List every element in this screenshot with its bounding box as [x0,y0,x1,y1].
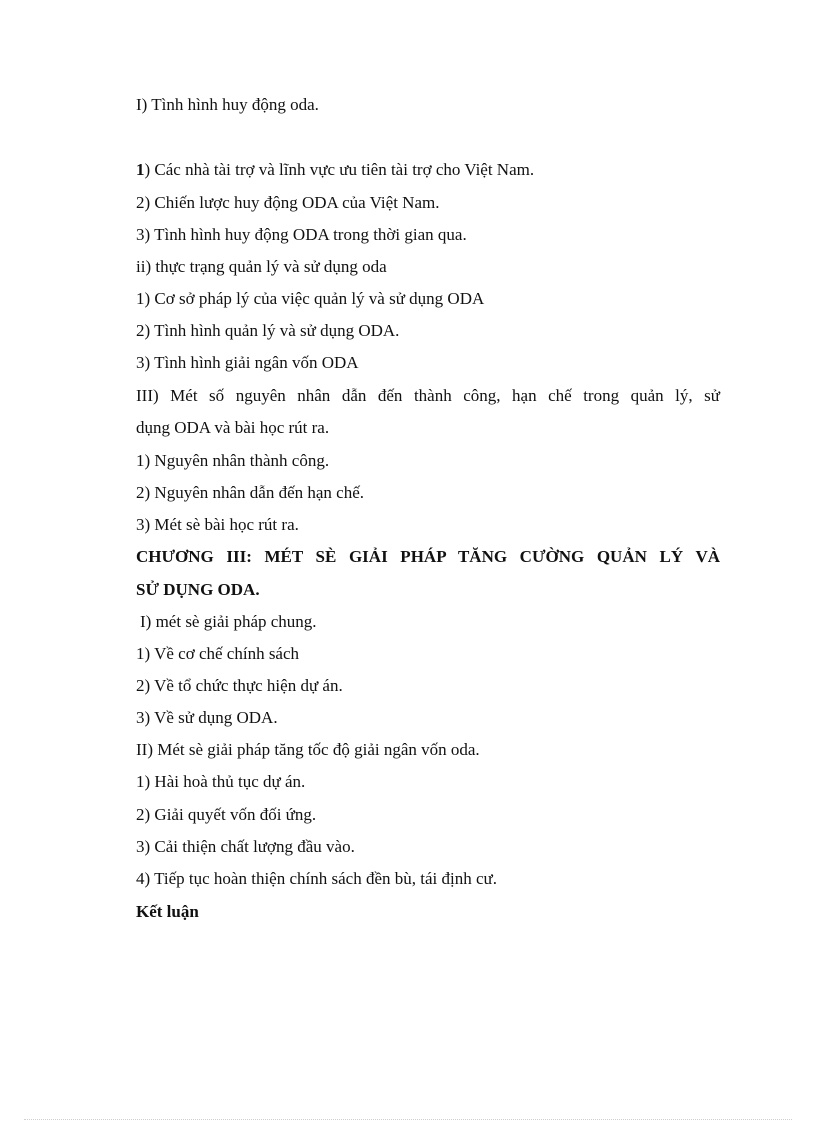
section-heading: III) Mét số nguyên nhân dẫn đến thành công, hạn chế trong quản lý, sử [136,386,720,405]
toc-item: 3) Mét sè bài học rút ra. [136,515,299,534]
toc-item: 2) Giải quyết vốn đối ứng. [136,805,317,824]
toc-item: 1) Hài hoà thủ tục dự án. [136,772,306,791]
toc-item: 2) Về tổ chức thực hiện dự án. [136,676,343,695]
toc-item: 1) Nguyên nhân thành công. [136,451,330,470]
toc-item: 2) Chiến lược huy động ODA của Việt Nam. [136,193,440,212]
chapter-title: CHƯƠNG III: MÉT SÈ GIẢI PHÁP TĂNG CƯỜNG QUẢN LÝ VÀ [136,547,720,566]
section-heading: I) mét sè giải pháp chung. [140,612,317,631]
toc-item: 3) Về sử dụng ODA. [136,708,278,727]
chapter-title-continued: SỬ DỤNG ODA. [136,580,260,599]
toc-item: 2) Nguyên nhân dẫn đến hạn chế. [136,483,365,502]
toc-item: 1) Cơ sở pháp lý của việc quản lý và sử dụng ODA [136,289,485,308]
section-heading: I) Tình hình huy động oda. [136,95,319,114]
toc-item: 2) Tình hình quản lý và sử dụng ODA. [136,321,400,340]
section-heading: ii) thực trạng quản lý và sử dụng oda [136,257,387,276]
toc-item [136,160,720,180]
conclusion-heading: Kết luận [136,902,199,921]
toc-item: 4) Tiếp tục hoàn thiện chính sách đền bù, tái định cư. [136,869,497,888]
section-heading: II) Mét sè giải pháp tăng tốc độ giải ngân vốn oda. [136,740,480,759]
toc-item: 3) Cải thiện chất lượng đầu vào. [136,837,355,856]
item-number: 1 [136,160,145,179]
toc-item: 1) Về cơ chế chính sách [136,644,300,663]
item-text: ) Các nhà tài trợ và lĩnh vực ưu tiên tài trợ cho Việt Nam. [144,160,535,179]
toc-item: 3) Tình hình giải ngân vốn ODA [136,353,359,372]
page-bottom-divider [24,1119,792,1120]
section-heading-continued: dụng ODA và bài học rút ra. [136,418,330,437]
toc-item: 3) Tình hình huy động ODA trong thời gian qua. [136,225,467,244]
